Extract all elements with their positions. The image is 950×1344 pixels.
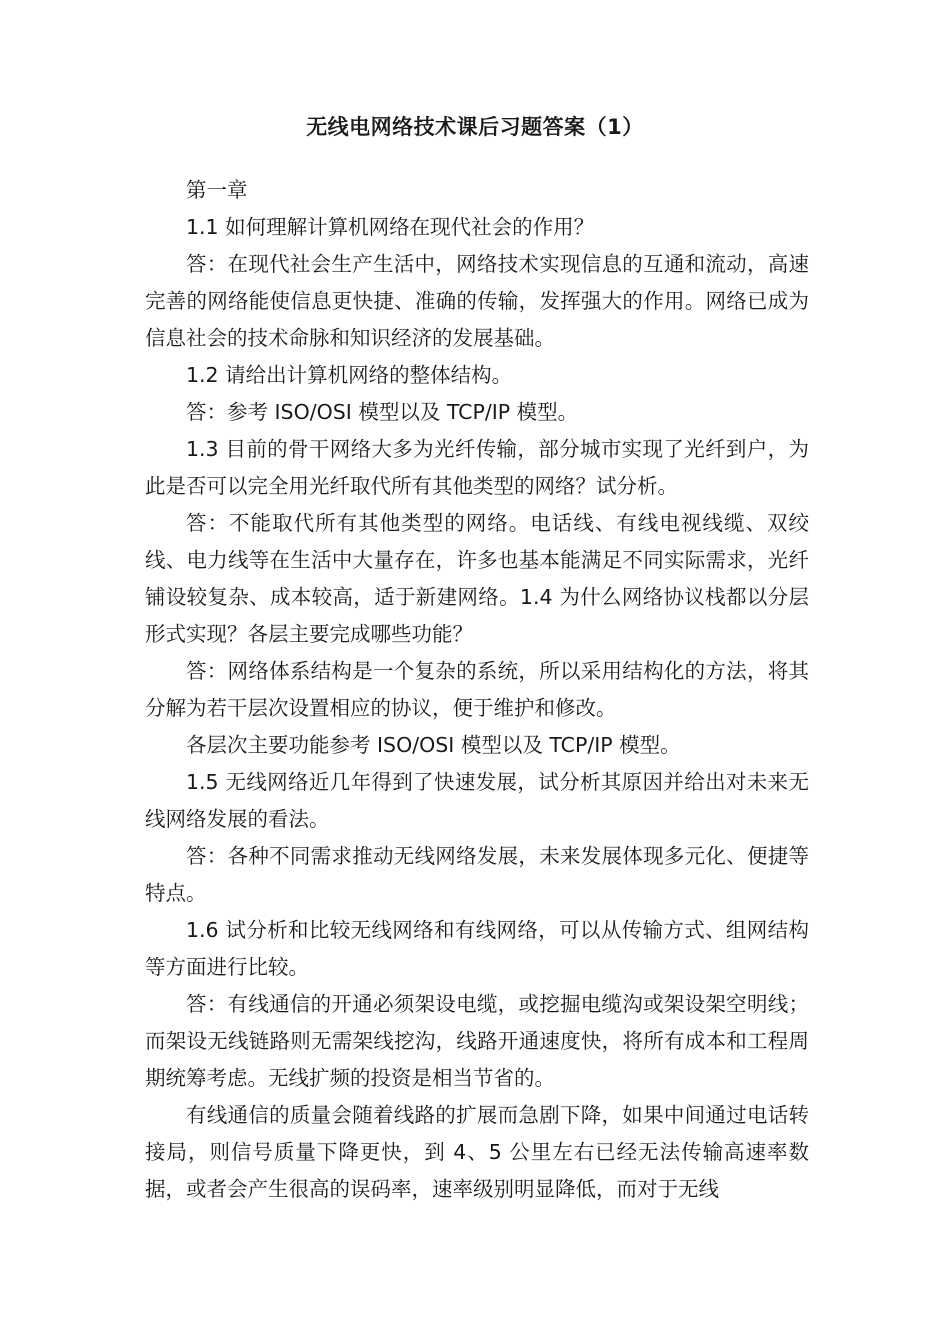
answer-1-6: 答：有线通信的开通必须架设电缆，或挖掘电缆沟或架设架空明线；而架设无线链路则无需架线挖沟，线路开通速度快，将所有成本和工程周期统筹考虑。无线扩频的投资是相当节省的。 <box>145 992 809 1090</box>
answer-1-6-continued: 有线通信的质量会随着线路的扩展而急剧下降，如果中间通过电话转接局，则信号质量下降更快，到 4、5 公里左右已经无法传输高速率数据，或者会产生很高的误码率，速率级别明显降低，而对于无线 <box>145 1103 809 1201</box>
answer-1-3-and-question-1-4: 答：不能取代所有其他类型的网络。电话线、有线电视线缆、双绞线、电力线等在生活中大量存在，许多也基本能满足不同实际需求，光纤铺设较复杂、成本较高，适于新建网络。1.4 为什么网络协议栈都以分层形式实现？各层主要完成哪些功能？ <box>145 511 809 646</box>
question-1-5: 1.5 无线网络近几年得到了快速发展，试分析其原因并给出对未来无线网络发展的看法。 <box>145 770 809 831</box>
question-1-2: 1.2 请给出计算机网络的整体结构。 <box>186 363 513 387</box>
answer-1-5: 答：各种不同需求推动无线网络发展，未来发展体现多元化、便捷等特点。 <box>145 844 809 905</box>
answer-1-1: 答：在现代社会生产生活中，网络技术实现信息的互通和流动，高速完善的网络能使信息更快捷、准确的传输，发挥强大的作用。网络已成为信息社会的技术命脉和知识经济的发展基础。 <box>145 252 809 350</box>
question-1-3: 1.3 目前的骨干网络大多为光纤传输，部分城市实现了光纤到户，为此是否可以完全用光纤取代所有其他类型的网络？试分析。 <box>145 437 809 498</box>
document-body <box>145 172 809 1208</box>
answer-1-2: 答：参考 ISO/OSI 模型以及 TCP/IP 模型。 <box>186 400 579 424</box>
question-1-1: 1.1 如何理解计算机网络在现代社会的作用？ <box>186 215 595 239</box>
answer-1-4: 答：网络体系结构是一个复杂的系统，所以采用结构化的方法，将其分解为若干层次设置相应的协议，便于维护和修改。 <box>145 659 809 720</box>
document-title: 无线电网络技术课后习题答案（1） <box>306 115 644 139</box>
answer-1-4-continued: 各层次主要功能参考 ISO/OSI 模型以及 TCP/IP 模型。 <box>186 733 681 757</box>
question-1-6: 1.6 试分析和比较无线网络和有线网络，可以从传输方式、组网结构等方面进行比较。 <box>145 918 809 979</box>
chapter-heading: 第一章 <box>186 178 248 202</box>
